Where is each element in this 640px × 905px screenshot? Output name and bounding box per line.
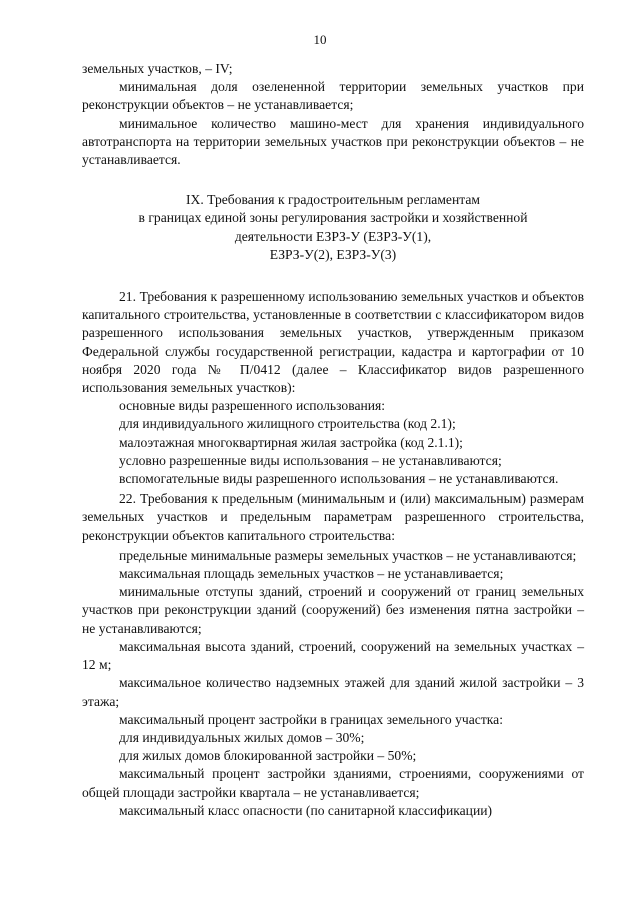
heading-line-3: деятельности ЕЗРЗ-У (ЕЗРЗ-У(1), [234, 228, 432, 244]
section22-para-4: минимальные отступы зданий, строений и сооружений от границ земельных участков при реконструкции зданий (сооружений) без изменения пятна застройки – не устанавливаются; [82, 584, 584, 636]
section22-para-6: максимальное количество надземных этажей для зданий жилой застройки – 3 этажа; [82, 675, 584, 709]
section22-para-2: предельные минимальные размеры земельных участков – не устанавливаются; [119, 547, 577, 563]
heading-line-2: в границах единой зоны регулирования застройки и хозяйственной [138, 210, 528, 226]
page-number: 10 [313, 32, 327, 47]
section22-para-11: максимальный класс опасности (по санитарной классификации) [119, 802, 493, 818]
section21-para-3: для индивидуального жилищного строительства (код 2.1); [119, 416, 456, 432]
section22-para-9: для жилых домов блокированной застройки – 50%; [119, 748, 417, 764]
section22-para-8: для индивидуальных жилых домов – 30%; [119, 729, 365, 745]
section21-para-5: условно разрешенные виды использования – не устанавливаются; [119, 452, 502, 468]
document-body [82, 60, 584, 820]
section22-para-5: максимальная высота зданий, строений, сооружений на земельных участках – 12 м; [82, 638, 584, 673]
heading-line-1: IX. Требования к градостроительным регламентам [186, 192, 480, 208]
intro-line-2: минимальная доля озелененной территории земельных участков при реконструкции объектов – не устанавливается; [82, 79, 584, 113]
heading-line-4: ЕЗРЗ-У(2), ЕЗРЗ-У(3) [269, 246, 397, 262]
section22-para-10: максимальный процент застройки зданиями, строениями, сооружениями от общей площади застройки квартала – не устанавливается; [82, 766, 584, 800]
intro-line-1: земельных участков, – IV; [82, 61, 233, 76]
section21-para-1: 21. Требования к разрешенному использованию земельных участков и объектов капитального строительства, установленные в соответствии с классификатором видов разрешенного использования земельных участков, утвержденным приказом Федеральной службы государственной регистрации, кадастра и картографии от 10 ноября 2020 года № П/0412 (далее – Классификатор видов разрешенного использования земельных участков): [82, 289, 584, 396]
intro-line-3: минимальное количество машино-мест для хранения индивидуального автотранспорта на территории земельных участков при реконструкции объектов – не устанавливается. [82, 115, 584, 168]
section22-para-1: 22. Требования к предельным (минимальным и (или) максимальным) размерам земельных участков и предельным параметрам разрешенного строительства, реконструкции объектов капитального строительства: [82, 491, 584, 543]
section21-para-6: вспомогательные виды разрешенного использования – не устанавливаются. [119, 471, 559, 487]
section21-para-2: основные виды разрешенного использования: [119, 398, 386, 414]
section21-para-4: малоэтажная многоквартирная жилая застройка (код 2.1.1); [119, 434, 463, 450]
section22-para-3: максимальная площадь земельных участков – не устанавливается; [119, 566, 504, 582]
section-heading [82, 191, 584, 264]
section22-para-7: максимальный процент застройки в границах земельного участка: [119, 711, 503, 727]
